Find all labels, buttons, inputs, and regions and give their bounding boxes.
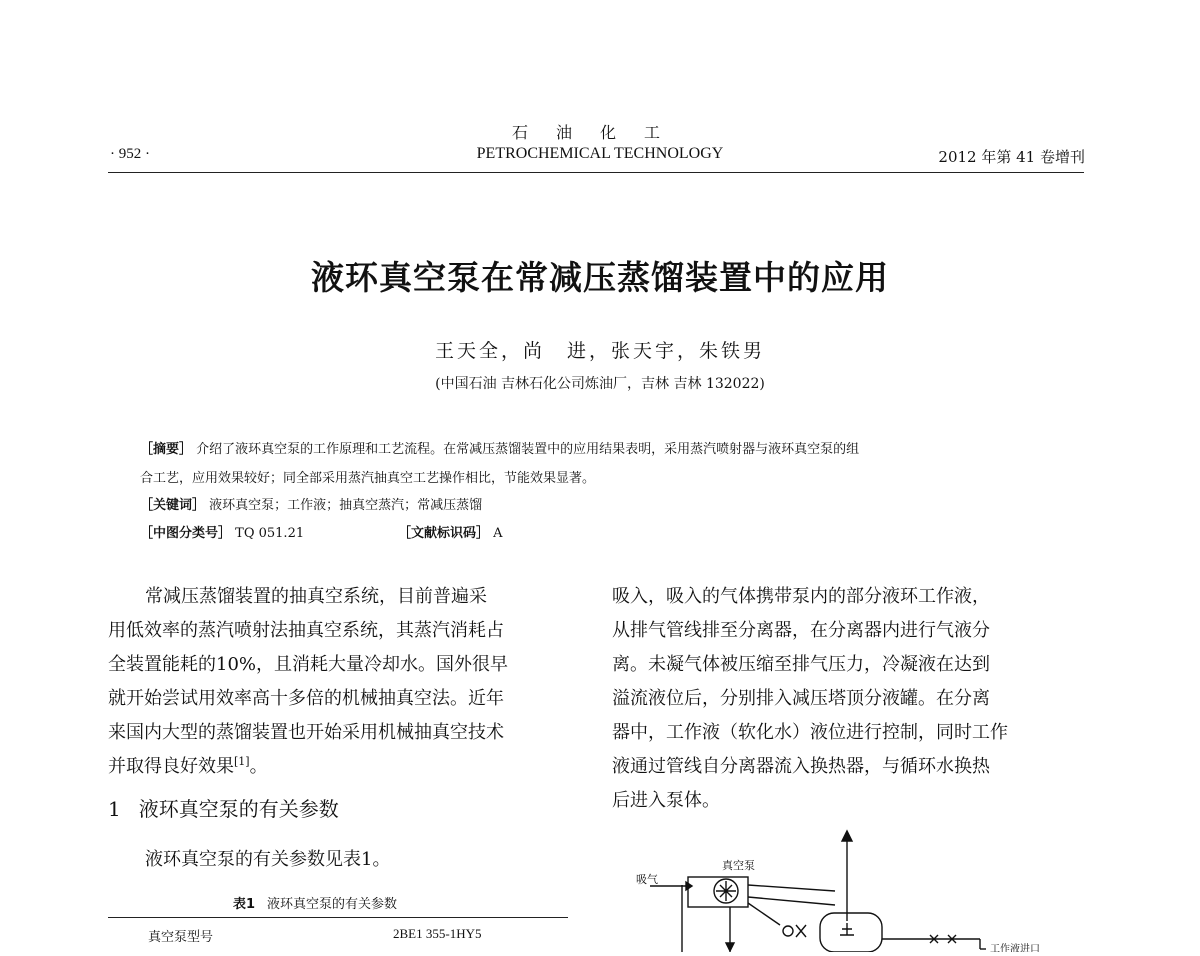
process-line: 离。未凝气体被压缩至排气压力，冷凝液在达到 <box>612 654 990 675</box>
process-line: 后进入泵体。 <box>612 790 720 811</box>
discharge-line-b <box>748 897 835 905</box>
impeller-blades <box>716 881 736 901</box>
intro-paragraph <box>108 580 578 784</box>
flow-diagram <box>630 825 1100 952</box>
process-paragraph <box>612 580 1088 818</box>
keywords-label: ［关键词］ <box>140 498 206 513</box>
authors: 王天全，尚 进，张天宇，朱铁男 <box>434 340 765 362</box>
outlet-label: 工作液进口 <box>990 944 1040 952</box>
inlet-label: 吸气 <box>636 873 658 886</box>
discharge-line-a <box>748 885 835 891</box>
reference-marker[interactable]: [1] <box>234 755 250 768</box>
intro-line: 来国内大型的蒸馏装置也开始采用机械抽真空技术 <box>108 722 504 743</box>
discharge-line-c <box>748 903 780 925</box>
keywords <box>140 494 482 513</box>
issue-info: 2012 年第 41 卷增刊 <box>938 148 1085 166</box>
instrument-icon <box>783 926 793 936</box>
process-line: 从排气管线排至分离器，在分离器内进行气液分 <box>612 620 990 641</box>
process-line: 溢流液位后，分别排入减压塔顶分液罐。在分离 <box>612 688 990 709</box>
separator-vessel <box>820 913 882 952</box>
abstract-label: ［摘要］ <box>140 442 193 457</box>
drain-arrow-icon <box>726 943 734 951</box>
table-top-rule <box>108 917 568 918</box>
inlet-arrow-icon <box>686 882 692 890</box>
intro-line: 全装置能耗的10%，且消耗大量冷却水。国外很早 <box>108 654 509 675</box>
separator-internal <box>840 923 854 935</box>
valve-icon <box>796 925 806 937</box>
table-cell-value: 2BE1 355-1HY5 <box>393 926 482 941</box>
header-rule <box>108 172 1084 173</box>
process-line: 液通过管线自分离器流入换热器，与循环水换热 <box>612 756 990 777</box>
intro-line-text: 并取得良好效果 <box>108 756 234 777</box>
intro-line: 常减压蒸馏装置的抽真空系统，目前普遍采 <box>145 586 487 607</box>
abstract-text-1: 介绍了液环真空泵的工作原理和工艺流程。在常减压蒸馏装置中的应用结果表明，采用蒸汽喷射器与液环真空泵的组 <box>196 442 860 457</box>
table-caption <box>233 893 397 912</box>
pump-label: 真空泵 <box>722 859 755 872</box>
process-line: 吸入，吸入的气体携带泵内的部分液环工作液， <box>612 586 990 607</box>
affiliation: (中国石油 吉林石化公司炼油厂，吉林 吉林 132022) <box>435 376 765 392</box>
section-heading-1 <box>108 793 339 822</box>
doc-code-value: A <box>493 526 503 541</box>
intro-line: 就开始尝试用效率高十多倍的机械抽真空法。近年 <box>108 688 504 709</box>
keywords-text: 液环真空泵；工作液；抽真空蒸汽；常减压蒸馏 <box>209 498 483 513</box>
abstract-line-1 <box>140 438 859 457</box>
doc-code-label: ［文献标识码］ <box>398 526 490 541</box>
journal-name-cn: 石油化工 <box>511 123 688 142</box>
page-number: · 952 · <box>110 146 150 162</box>
table-title: 液环真空泵的有关参数 <box>267 897 398 912</box>
clc-value: TQ 051.21 <box>235 526 305 541</box>
table-label: 表1 <box>233 897 256 912</box>
vent-arrow-icon <box>842 831 852 841</box>
process-line: 器中，工作液（软化水）液位进行控制，同时工作 <box>612 722 1008 743</box>
classification <box>140 522 503 541</box>
intro-line-end: 。 <box>249 756 268 777</box>
table-cell-label: 真空泵型号 <box>148 930 214 945</box>
clc-label: ［中图分类号］ <box>140 526 232 541</box>
section-number: 1 <box>108 797 121 821</box>
abstract-line-2: 合工艺，应用效果较好；同全部采用蒸汽抽真空工艺操作相比，节能效果显著。 <box>140 471 596 486</box>
journal-name-en: PETROCHEMICAL TECHNOLOGY <box>476 145 724 162</box>
paper-title: 液环真空泵在常减压蒸馏装置中的应用 <box>311 258 889 297</box>
intro-line-last <box>108 750 578 784</box>
section-title: 液环真空泵的有关参数 <box>138 797 339 821</box>
document-code <box>398 522 503 541</box>
intro-line: 用低效率的蒸汽喷射法抽真空系统，其蒸汽消耗占 <box>108 620 504 641</box>
process-flow-figure <box>630 825 1100 952</box>
section-1-text: 液环真空泵的有关参数见表1。 <box>145 849 391 870</box>
